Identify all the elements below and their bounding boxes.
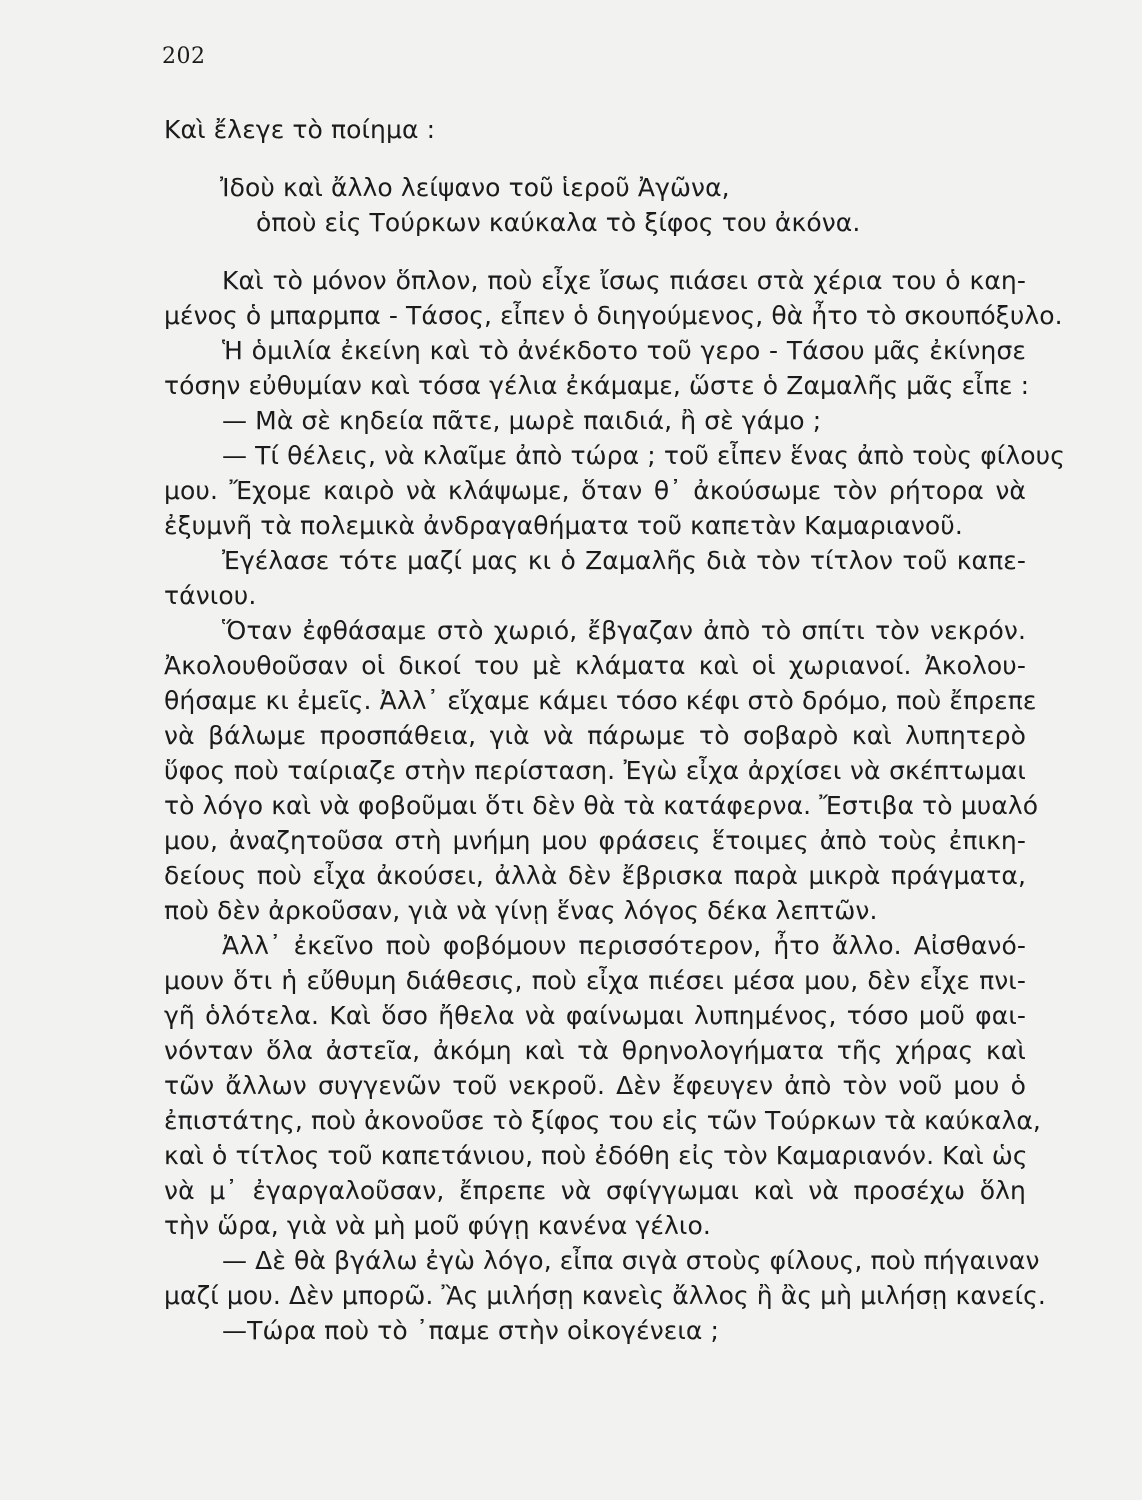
text-line: γῆ ὁλότελα. Καὶ ὅσο ἤθελα νὰ φαίνωμαι λυπημένος, τόσο μοῦ φαι- xyxy=(164,1001,1026,1030)
text-line: Καὶ τὸ μόνον ὅπλον, ποὺ εἶχε ἴσως πιάσει στὰ χέρια του ὁ καη- xyxy=(222,266,1026,295)
text-line: ὕφος ποὺ ταίριαζε στὴν περίσταση. Ἐγὼ εἶχα ἀρχίσει νὰ σκέπτωμαι xyxy=(164,756,1026,785)
text-line: τὸ λόγο καὶ νὰ φοβοῦμαι ὅτι δὲν θὰ τὰ κατάφερνα. Ἔστιβα τὸ μυαλό xyxy=(164,791,1039,820)
text-line: ἐξυμνῆ τὰ πολεμικὰ ἀνδραγαθήματα τοῦ καπετὰν Καμαριανοῦ. xyxy=(164,511,963,540)
text-line: Ἡ ὁμιλία ἐκείνη καὶ τὸ ἀνέκδοτο τοῦ γερο - Τάσου μᾶς ἐκίνησε xyxy=(222,336,1026,365)
text-line: τὴν ὥρα, γιὰ νὰ μὴ μοῦ φύγῃ κανένα γέλιο. xyxy=(164,1211,711,1240)
verse-line: Ἰδοὺ καὶ ἄλλο λείψανο τοῦ ἱεροῦ Ἀγῶνα, xyxy=(220,173,730,202)
text-line: Ἐγέλασε τότε μαζί μας κι ὁ Ζαμαλῆς διὰ τὸν τίτλον τοῦ καπε- xyxy=(222,546,1026,575)
text-line: Ἀλλ᾽ ἐκεῖνο ποὺ φοβόμουν περισσότερον, ἦτο ἄλλο. Αἰσθανό- xyxy=(222,931,1026,960)
text-line: καὶ ὁ τίτλος τοῦ καπετάνιου, ποὺ ἐδόθη εἰς τὸν Καμαριανόν. Καὶ ὡς xyxy=(164,1141,1028,1170)
text-line: μαζί μου. Δὲν μπορῶ. Ἂς μιλήσῃ κανεὶς ἄλλος ἢ ἂς μὴ μιλήσῃ κανείς. xyxy=(164,1281,1046,1310)
dialogue-line: —Τώρα ποὺ τὸ ᾽παμε στὴν οἰκογένεια ; xyxy=(222,1316,720,1345)
text-line: Ὅταν ἐφθάσαμε στὸ χωριό, ἔβγαζαν ἀπὸ τὸ σπίτι τὸν νεκρόν. xyxy=(222,616,1026,645)
text-line: Ἀκολουθοῦσαν οἱ δικοί του μὲ κλάματα καὶ οἱ χωριανοί. Ἀκολου- xyxy=(164,651,1026,680)
text-line: θήσαμε κι ἐμεῖς. Ἀλλ᾽ εἴχαμε κάμει τόσο κέφι στὸ δρόμο, ποὺ ἔπρεπε xyxy=(164,686,1037,715)
text-line: Καὶ ἔλεγε τὸ ποίημα : xyxy=(164,115,436,144)
text-line: ἐπιστάτης, ποὺ ἀκονοῦσε τὸ ξίφος του εἰς τῶν Τούρκων τὰ καύκαλα, xyxy=(164,1106,1041,1135)
text-line: δείους ποὺ εἶχα ἀκούσει, ἀλλὰ δὲν ἔβρισκα παρὰ μικρὰ πράγματα, xyxy=(164,861,1026,890)
text-line: τόσην εὐθυμίαν καὶ τόσα γέλια ἐκάμαμε, ὥστε ὁ Ζαμαλῆς μᾶς εἶπε : xyxy=(164,371,1030,400)
text-line: μου, ἀναζητοῦσα στὴ μνήμη μου φράσεις ἕτοιμες ἀπὸ τοὺς ἐπικη- xyxy=(164,826,1026,855)
text-line: νὰ βάλωμε προσπάθεια, γιὰ νὰ πάρωμε τὸ σοβαρὸ καὶ λυπητερὸ xyxy=(164,721,1026,750)
text-line: νὰ μ᾽ ἐγαργαλοῦσαν, ἔπρεπε νὰ σφίγγωμαι καὶ νὰ προσέχω ὅλη xyxy=(164,1176,1026,1205)
dialogue-line: — Μὰ σὲ κηδεία πᾶτε, μωρὲ παιδιά, ἢ σὲ γάμο ; xyxy=(222,406,822,435)
text-line: μένος ὁ μπαρμπα - Τάσος, εἶπεν ὁ διηγούμενος, θὰ ἦτο τὸ σκουπόξυλο. xyxy=(164,301,1063,330)
text-line: μου. Ἔχομε καιρὸ νὰ κλάψωμε, ὅταν θ᾽ ἀκούσωμε τὸν ρήτορα νὰ xyxy=(164,476,1026,505)
text-line: τῶν ἄλλων συγγενῶν τοῦ νεκροῦ. Δὲν ἔφευγεν ἀπὸ τὸν νοῦ μου ὁ xyxy=(164,1071,1026,1100)
dialogue-line: — Δὲ θὰ βγάλω ἐγὼ λόγο, εἶπα σιγὰ στοὺς φίλους, ποὺ πήγαιναν xyxy=(222,1246,1040,1275)
dialogue-line: — Τί θέλεις, νὰ κλαῖμε ἀπὸ τώρα ; τοῦ εἶπεν ἕνας ἀπὸ τοὺς φίλους xyxy=(222,441,1065,470)
text-line: μουν ὅτι ἡ εὔθυμη διάθεσις, ποὺ εἶχα πιέσει μέσα μου, δὲν εἶχε πνι- xyxy=(164,966,1026,995)
text-line: ποὺ δὲν ἀρκοῦσαν, γιὰ νὰ γίνῃ ἕνας λόγος δέκα λεπτῶν. xyxy=(164,896,878,925)
verse-line: ὁποὺ εἰς Τούρκων καύκαλα τὸ ξίφος του ἀκόνα. xyxy=(256,208,861,237)
page-number: 202 xyxy=(162,44,206,69)
text-line: τάνιου. xyxy=(164,581,257,610)
text-line: νόνταν ὅλα ἀστεῖα, ἀκόμη καὶ τὰ θρηνολογήματα τῆς χήρας καὶ xyxy=(164,1036,1026,1065)
body-text xyxy=(164,112,1065,1348)
